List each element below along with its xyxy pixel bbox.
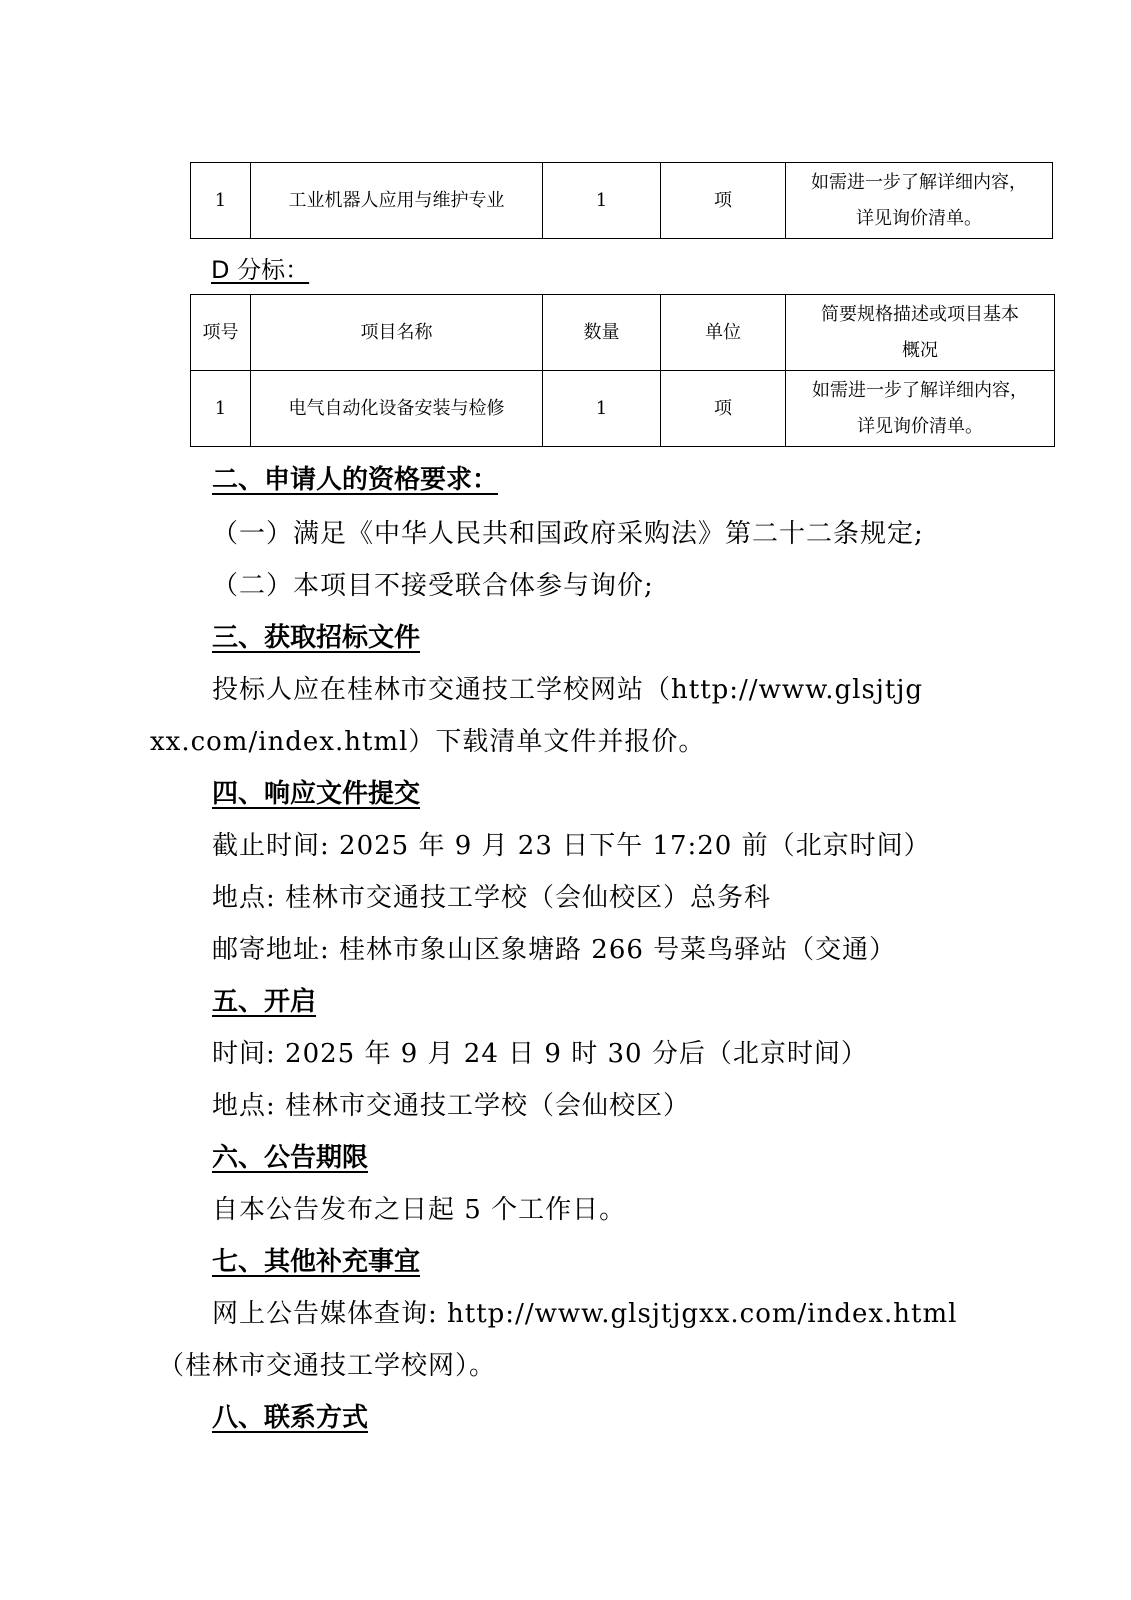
heading-obtain-docs: 三、获取招标文件 (212, 623, 421, 653)
header-name: 项目名称 (251, 295, 543, 371)
heading-qualification: 二、申请人的资格要求： (212, 465, 499, 495)
qualification-item-1: （一）满足《中华人民共和国政府采购法》第二十二条规定; (212, 519, 924, 549)
header-spec (786, 295, 1055, 371)
qualification-item-2: （二）本项目不接受联合体参与询价; (212, 571, 654, 601)
heading-opening: 五、开启 (212, 987, 317, 1017)
opening-time: 时间: 2025 年 9 月 24 日 9 时 30 分后（北京时间） (212, 1039, 868, 1069)
cell-qty: 1 (543, 163, 661, 239)
other-line-2: （桂林市交通技工学校网）。 (158, 1351, 497, 1381)
spec-line: 如需进一步了解详细内容， (812, 379, 1028, 401)
cell-spec (786, 371, 1055, 447)
table-d (190, 294, 1055, 447)
cell-qty: 1 (543, 371, 661, 447)
header-no: 项号 (191, 295, 251, 371)
spec-line: 概况 (902, 339, 938, 361)
cell-unit: 项 (661, 163, 786, 239)
header-unit: 单位 (661, 295, 786, 371)
cell-name: 工业机器人应用与维护专业 (251, 163, 543, 239)
table-row (191, 371, 1055, 447)
section-d-label: D 分标： (211, 256, 310, 284)
spec-line: 简要规格描述或项目基本 (821, 303, 1019, 325)
table-c (190, 162, 1053, 239)
opening-location: 地点: 桂林市交通技工学校（会仙校区） (212, 1091, 691, 1121)
spec-line: 详见询价清单。 (856, 207, 982, 229)
other-line-1: 网上公告媒体查询: http://www.glsjtjgxx.com/index.html (212, 1299, 958, 1329)
heading-notice-period: 六、公告期限 (212, 1143, 369, 1173)
cell-unit: 项 (661, 371, 786, 447)
obtain-docs-line-2: xx.com/index.html）下载清单文件并报价。 (150, 727, 706, 757)
heading-other: 七、其他补充事宜 (212, 1247, 421, 1277)
submission-deadline: 截止时间: 2025 年 9 月 23 日下午 17:20 前（北京时间） (212, 831, 931, 861)
table-header-row (191, 295, 1055, 371)
submission-mail-address: 邮寄地址: 桂林市象山区象塘路 266 号菜鸟驿站（交通） (212, 935, 897, 965)
cell-name: 电气自动化设备安装与检修 (251, 371, 543, 447)
cell-no: 1 (191, 371, 251, 447)
cell-no: 1 (191, 163, 251, 239)
header-qty: 数量 (543, 295, 661, 371)
obtain-docs-line-1: 投标人应在桂林市交通技工学校网站（http://www.glsjtjg (212, 675, 924, 705)
notice-period-text: 自本公告发布之日起 5 个工作日。 (212, 1195, 627, 1225)
cell-spec (786, 163, 1053, 239)
spec-line: 如需进一步了解详细内容， (811, 171, 1027, 193)
heading-contact: 八、联系方式 (212, 1403, 369, 1433)
submission-location: 地点: 桂林市交通技工学校（会仙校区）总务科 (212, 883, 772, 913)
spec-line: 详见询价清单。 (857, 415, 983, 437)
table-row (191, 163, 1053, 239)
heading-submission: 四、响应文件提交 (212, 779, 421, 809)
